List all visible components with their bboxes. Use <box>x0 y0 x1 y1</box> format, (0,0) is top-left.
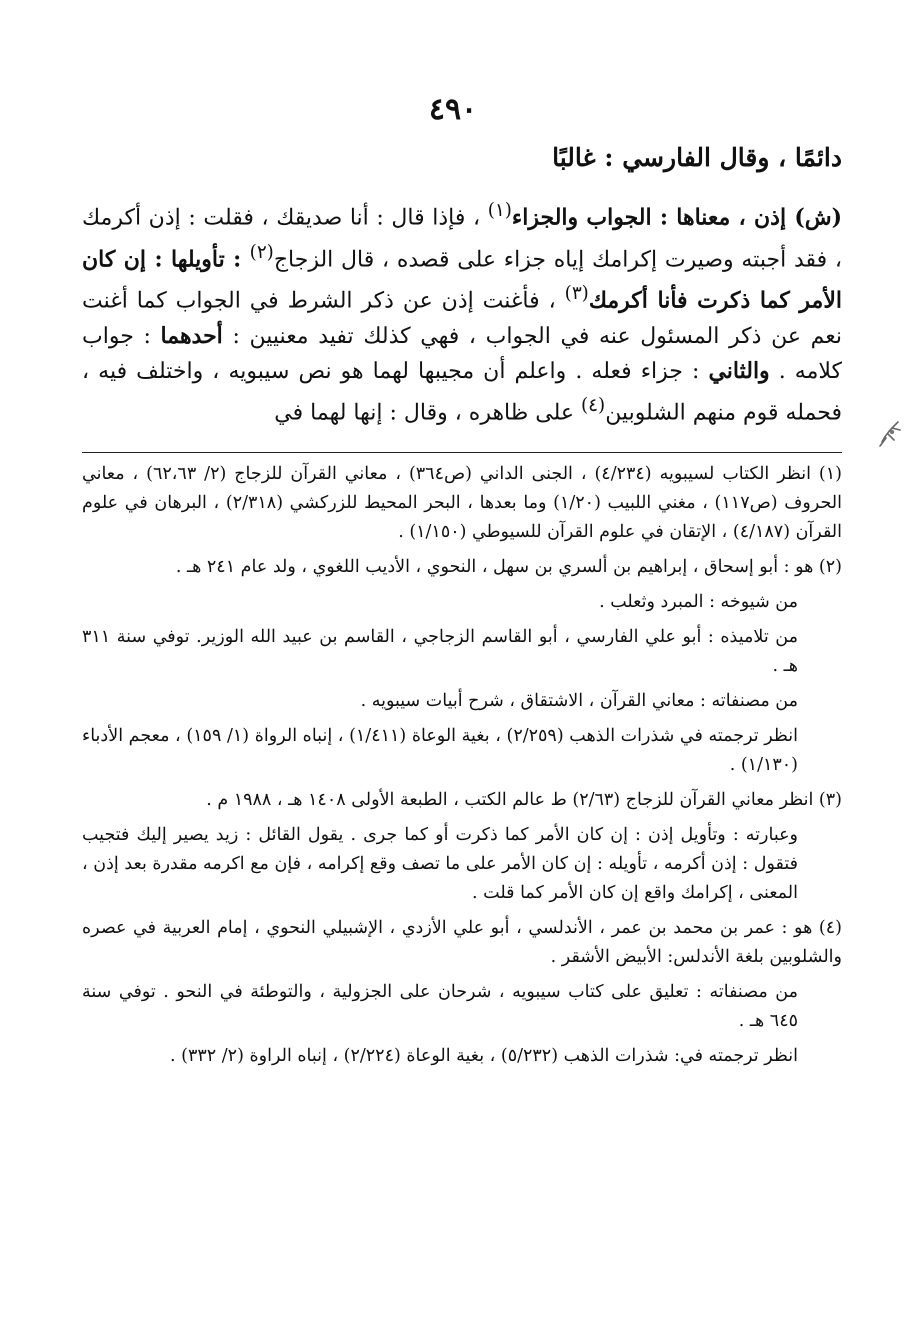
footnote-2-teachers: من شيوخه : المبرد وثعلب . <box>599 592 798 612</box>
first-meaning-label: أحدهما <box>160 322 223 349</box>
main-text-run: : تأويلها : إن كان الأمر كما ذكرت فأنا أكرمك <box>82 245 842 314</box>
main-text-run: : جواب كلامه . <box>82 323 842 385</box>
main-text-run: : جزاء فعله . واعلم أن مجيبها لهما هو نص سيبويه ، واختلف فيه ، فحمله قوم منهم الشلوبين <box>82 359 842 426</box>
main-text-run: ، فأغنت إذن عن ذكر الشرط في الجواب كما أغنت نعم عن ذكر المسئول عنه في الجواب ، فهي كذلك تفيد معنيين : <box>82 288 842 349</box>
page-number: ٤٩٠ <box>428 92 478 127</box>
footnote-1: (١) انظر الكتاب لسيبويه (٤/٢٣٤) ، الجنى الداني (ص٣٦٤) ، معاني القرآن للزجاج (٢/ ٦٢،٦٣) ، معاني الحروف (ص١١٧) ، مغني اللبيب (١/٢٠) وما بعدها ، البحر المحيط للزركشي (٢/٣١٨) ، البرهان في علوم القرآن (٤/١٨٧) ، الإتقان في علوم القرآن للسيوطي (١/١٥٠) . <box>82 464 842 542</box>
footnote-ref-3: (٣) <box>564 283 589 305</box>
main-paragraph <box>82 194 842 431</box>
footnote-2-works: من مصنفاته : معاني القرآن ، الاشتقاق ، شرح أبيات سيبويه . <box>360 691 798 711</box>
main-text-run: ، فإذا قال : أنا صديقك ، فقلت : إذن أكرمك ، فقد أجبته وصيرت إكرامك إياه جزاء على قصده ، قال الزجاج <box>82 205 843 272</box>
footnote-4-works: من مصنفاته : تعليق على كتاب سيبويه ، شرحان على الجزولية ، والتوطئة في النحو . توفي سنة ٦٤٥ هـ . <box>82 982 798 1031</box>
footnote-2: (٢) هو : أبو إسحاق ، إبراهيم بن ألسري بن سهل ، النحوي ، الأديب اللغوي ، ولد عام ٢٤١ هـ . <box>175 557 842 577</box>
footnotes <box>82 460 842 1077</box>
second-meaning-label: والثاني <box>708 358 770 385</box>
page-heading: دائمًا ، وقال الفارسي : غالبًا <box>552 143 842 172</box>
footnote-ref-2: (٢) <box>249 241 274 263</box>
footnote-2-biography: انظر ترجمته في شذرات الذهب (٢/٢٥٩) ، بغية الوعاة (١/٤١١) ، إنباه الرواة (١/ ١٥٩) ، معجم الأدباء (١/١٣٠) . <box>82 726 798 775</box>
main-lead: (ش) إذن ، معناها : الجواب والجزاء <box>511 204 843 231</box>
ink-smudge-icon <box>872 412 906 452</box>
footnote-ref-1: (١) <box>487 200 512 221</box>
footnote-3: (٣) انظر معاني القرآن للزجاج (٢/٦٣) ط عالم الكتب ، الطبعة الأولى ١٤٠٨ هـ ، ١٩٨٨ م . <box>206 790 842 810</box>
footnote-3-quote: وعبارته : وتأويل إذن : إن كان الأمر كما ذكرت أو كما جرى . يقول القائل : زيد يصير إليك فتجيب فتقول : إذن أكرمه ، تأويله : إن كان الأمر على ما تصف وقع إكرامه ، فإن مع اكرمه مقدرة بعد إذن ، المعنى ، إكرامك واقع إن كان الأمر كما قلت . <box>82 825 798 903</box>
footnote-divider <box>82 452 842 453</box>
main-text <box>82 194 842 431</box>
main-text-run: على ظاهره ، وقال : إنها لهما في <box>274 400 582 426</box>
footnote-4: (٤) هو : عمر بن محمد بن عمر ، الأندلسي ، أبو علي الأزدي ، الإشبيلي النحوي ، إمام العربية في عصره والشلوبين بلغة الأندلس: الأبيض الأشقر . <box>82 918 842 967</box>
footnote-ref-4: (٤) <box>581 395 606 417</box>
footnote-4-biography: انظر ترجمته في: شذرات الذهب (٥/٢٣٢) ، بغية الوعاة (٢/٢٢٤) ، إنباه الراوة (٢/ ٣٣٢) . <box>170 1046 798 1066</box>
footnote-2-students: من تلاميذه : أبو علي الفارسي ، أبو القاسم الزجاجي ، القاسم بن عبيد الله الوزير. توفي سنة ٣١١ هـ . <box>82 627 798 676</box>
